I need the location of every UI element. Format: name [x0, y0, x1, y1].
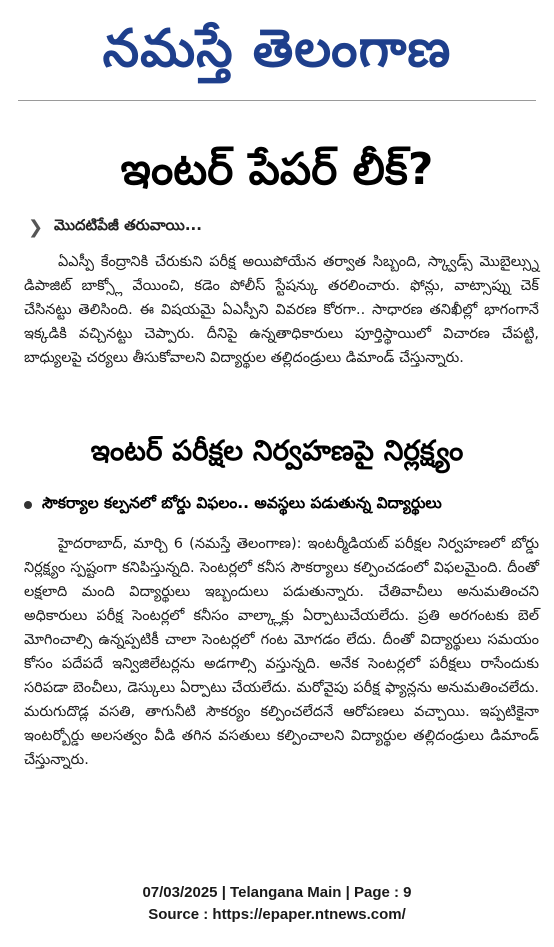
article2-paragraph: హైదరాబాద్, మార్చి 6 (నమస్తే తెలంగాణ): ఇంటర్మీడియట్ పరీక్షల నిర్వహణలో బోర్డు నిర్లక్ష్యం స్పష్టంగా కనిపిస్తున్నది. సెంటర్లలో కనీస సౌకర్యాలు కల్పించడంలో విఫలమైంది. దీంతో లక్షలాది మంది విద్యార్థులు ఇబ్బందులు పడుతున్నారు. చేతివాచీలు అనుమతించని అధికారులు పరీక్ష సెంటర్లలో కనీసం వాల్క్లాక్లు ఏర్పాటుచేయలేదు. ప్రతి అరగంటకు బెల్ మోగించాల్సి ఉన్నప్పటికీ చాలా సెంటర్లలో గంట మోగడం లేదు. దీంతో విద్యార్థులు సమయం కోసం పదేపదే ఇన్విజిలేటర్లను అడగాల్సి వస్తున్నది. అనేక సెంటర్లలో పరీక్షలు రాసేందుకు సరిపడా బెంచీలు, డెస్కులు ఏర్పాటు చేయలేదు. మరోవైపు పరీక్ష ఫ్యాన్లను అనుమతించలేదు. మరుగుదొడ్ల వసతి, తాగునీటి సౌకర్యం కల్పించలేదనే ఆరోపణలు వచ్చాయి. ఇప్పటికైనా ఇంటర్బోర్డు అలసత్వం వీడి తగిన వసతులు కల్పించాలని విద్యార్థుల తల్లిదండ్రులు డిమాండ్ చేస్తున్నారు. — [24, 536, 539, 768]
masthead-divider — [18, 100, 536, 101]
article-body-2 — [24, 532, 539, 868]
footer-source: Source : https://epaper.ntnews.com/ — [148, 906, 406, 923]
article-headline: ఇంటర్ పేపర్ లీక్? — [120, 144, 434, 195]
continued-from-front-page — [28, 213, 202, 241]
continued-label: మొదటిపేజీ తరువాయి... — [54, 216, 202, 234]
chevron-right-icon: ❯ — [28, 216, 44, 238]
article2-headline: ఇంటర్ పరీక్షల నిర్వహణపై నిర్లక్ష్యం — [90, 434, 464, 467]
footer-edition-info: 07/03/2025 | Telangana Main | Page : 9 — [142, 884, 412, 901]
article2-tagline-text: సౌకర్యాల కల్పనలో బోర్డు విఫలం.. అవస్థలు పడుతున్న విద్యార్థులు — [42, 494, 442, 512]
article-body-1 — [24, 250, 539, 418]
article2-tagline — [24, 490, 539, 520]
article-paragraph: ఏఎస్పీ కేంద్రానికి చేరుకుని పరీక్ష అయిపోయేన తర్వాత సిబ్బంది, స్క్వాడ్స్ మొబైల్స్ను డిపాజిట్ బాక్స్లో వేయించి, కడెం పోలీస్ స్టేషన్కు తరలించారు. ఫోన్లు, వాట్సాప్ను చెక్ చేసినట్టు తెలిసింది. ఈ విషయమై ఏఎస్పీని వివరణ కోరగా.. సాధారణ తనిఖీల్లో భాగంగానే ఇక్కడికి వచ్చినట్టు చెప్పారు. దీనిపై ఉన్నతాధికారులు పూర్తిస్థాయిలో విచారణ చేపట్టి, బాధ్యులపై చర్యలు తీసుకోవాలని విద్యార్థుల తల్లిదండ్రులు డిమాండ్ చేస్తున్నారు. — [24, 254, 539, 366]
bullet-icon — [24, 501, 32, 509]
newspaper-masthead: నమస్తే తెలంగాణ — [102, 19, 452, 79]
